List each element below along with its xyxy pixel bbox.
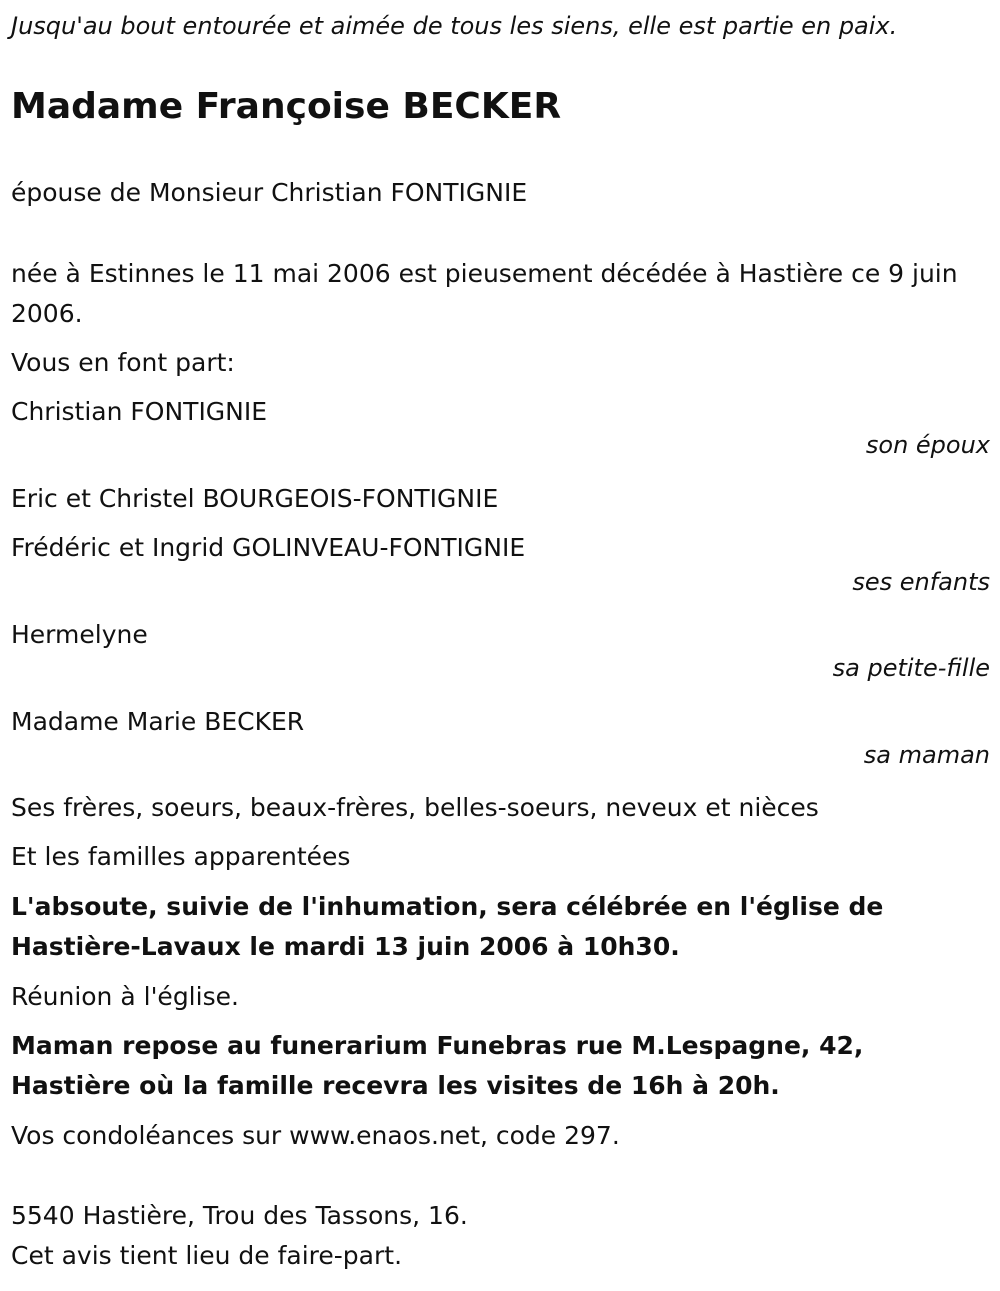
family-member-spouse: Christian FONTIGNIE	[11, 397, 268, 426]
condolences-line: Vos condoléances sur www.enaos.net, code 297.	[11, 1121, 620, 1150]
family-member-mother: Madame Marie BECKER	[11, 707, 305, 736]
deceased-name: Madame Françoise BECKER	[11, 86, 562, 127]
ceremony-paragraph: L'absoute, suivie de l'inhumation, sera célébrée en l'église de Hastière-Lavaux le mardi 13 juin 2006 à 10h30.	[11, 892, 884, 961]
relation-granddaughter: sa petite-fille	[832, 654, 990, 682]
relation-children: ses enfants	[852, 568, 990, 596]
relation-spouse: son époux	[865, 431, 990, 459]
family-member-child-2: Frédéric et Ingrid GOLINVEAU-FONTIGNIE	[11, 533, 526, 562]
family-member-granddaughter: Hermelyne	[11, 620, 148, 649]
siblings-line: Ses frères, soeurs, beaux-frères, belles-soeurs, neveux et nièces	[11, 793, 819, 822]
funerarium-paragraph: Maman repose au funerarium Funebras rue M.Lespagne, 42, Hastière où la famille recevra les visites de 16h à 20h.	[11, 1031, 864, 1100]
address-line: 5540 Hastière, Trou des Tassons, 16.	[11, 1201, 468, 1230]
announce-line: Vous en font part:	[11, 348, 235, 377]
family-member-child-1: Eric et Christel BOURGEOIS-FONTIGNIE	[11, 484, 499, 513]
intro-sentence: Jusqu'au bout entourée et aimée de tous les siens, elle est partie en paix.	[11, 12, 898, 40]
closing-line: Cet avis tient lieu de faire-part.	[11, 1241, 403, 1270]
related-families-line: Et les familles apparentées	[11, 842, 351, 871]
spouse-line: épouse de Monsieur Christian FONTIGNIE	[11, 178, 528, 207]
meeting-line: Réunion à l'église.	[11, 982, 239, 1011]
relation-mother: sa maman	[863, 741, 990, 769]
birth-death-line: née à Estinnes le 11 mai 2006 est pieusement décédée à Hastière ce 9 juin 2006.	[11, 259, 958, 328]
